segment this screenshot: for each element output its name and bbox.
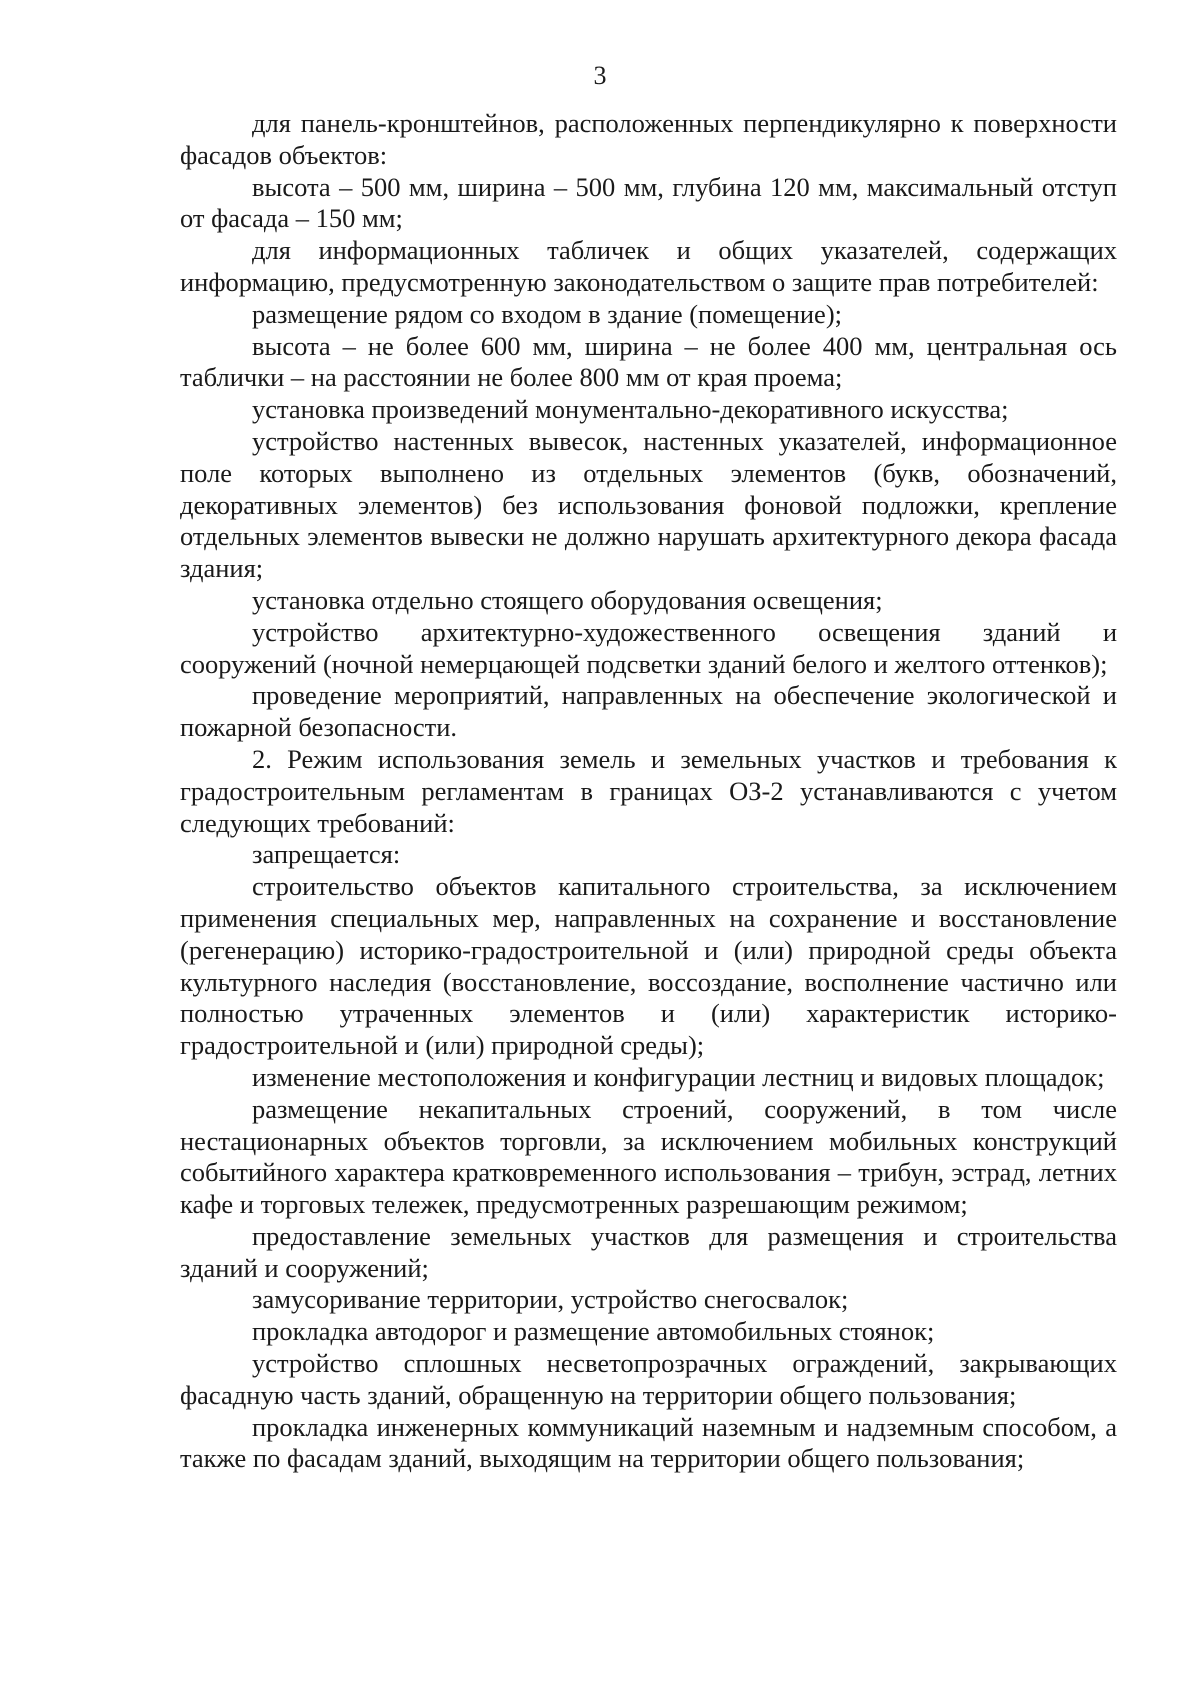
paragraph: высота – 500 мм, ширина – 500 мм, глубина 120 мм, максимальный отступ от фасада – 150 мм; [180, 171, 1117, 234]
paragraph: 2. Режим использования земель и земельных участков и требования к градостроительным регламентам в границах ОЗ-2 устанавливаются с учетом следующих требований: [180, 743, 1117, 838]
paragraph: запрещается: [252, 839, 401, 870]
paragraph: для информационных табличек и общих указателей, содержащих информацию, предусмотренную законодательством о защите прав потребителей: [180, 235, 1117, 297]
paragraph: замусоривание территории, устройство снегосвалок; [252, 1284, 849, 1315]
document-body [180, 108, 1117, 1475]
paragraph: размещение некапитальных строений, сооружений, в том числе нестационарных объектов торговли, за исключением мобильных конструкций событийного характера кратковременного использования – трибун, эстрад, летних кафе и торговых тележек, предусмотренных разрешающим режимом; [180, 1093, 1117, 1220]
paragraph: устройство настенных вывесок, настенных указателей, информационное поле которых выполнено из отдельных элементов (букв, обозначений, декоративных элементов) без использования фоновой подложки, крепление отдельных элементов вывески не должно нарушать архитектурного декора фасада здания; [180, 425, 1117, 584]
paragraph: устройство сплошных несветопрозрачных ограждений, закрывающих фасадную часть зданий, обращенную на территории общего пользования; [180, 1348, 1117, 1410]
paragraph: размещение рядом со входом в здание (помещение); [252, 298, 843, 329]
paragraph: устройство архитектурно-художественного освещения зданий и сооружений (ночной немерцающей подсветки зданий белого и желтого оттенков); [180, 616, 1117, 679]
paragraph: прокладка инженерных коммуникаций наземным и надземным способом, а также по фасадам зданий, выходящим на территории общего пользования; [180, 1411, 1117, 1474]
paragraph: проведение мероприятий, направленных на обеспечение экологической и пожарной безопасности. [180, 680, 1117, 743]
page-number: 3 [593, 61, 607, 90]
paragraph: строительство объектов капитального строительства, за исключением применения специальных мер, направленных на сохранение и восстановление (регенерацию) историко-градостроительной и (или) природной среды объекта культурного наследия (восстановление, воссоздание, восполнение частично или полностью утраченных элементов и (или) характеристик историко-градостроительной и (или) природной среды); [180, 871, 1117, 1061]
paragraph: высота – не более 600 мм, ширина – не более 400 мм, центральная ось таблички – на расстоянии не более 800 мм от края проема; [180, 330, 1117, 393]
paragraph: прокладка автодорог и размещение автомобильных стоянок; [252, 1316, 935, 1347]
paragraph: изменение местоположения и конфигурации лестниц и видовых площадок; [252, 1061, 1105, 1092]
paragraph: установка отдельно стоящего оборудования освещения; [252, 584, 883, 615]
paragraph: для панель-кронштейнов, расположенных перпендикулярно к поверхности фасадов объектов: [180, 108, 1117, 170]
paragraph: предоставление земельных участков для размещения и строительства зданий и сооружений; [180, 1220, 1117, 1283]
paragraph: установка произведений монументально-декоративного искусства; [252, 394, 1009, 425]
